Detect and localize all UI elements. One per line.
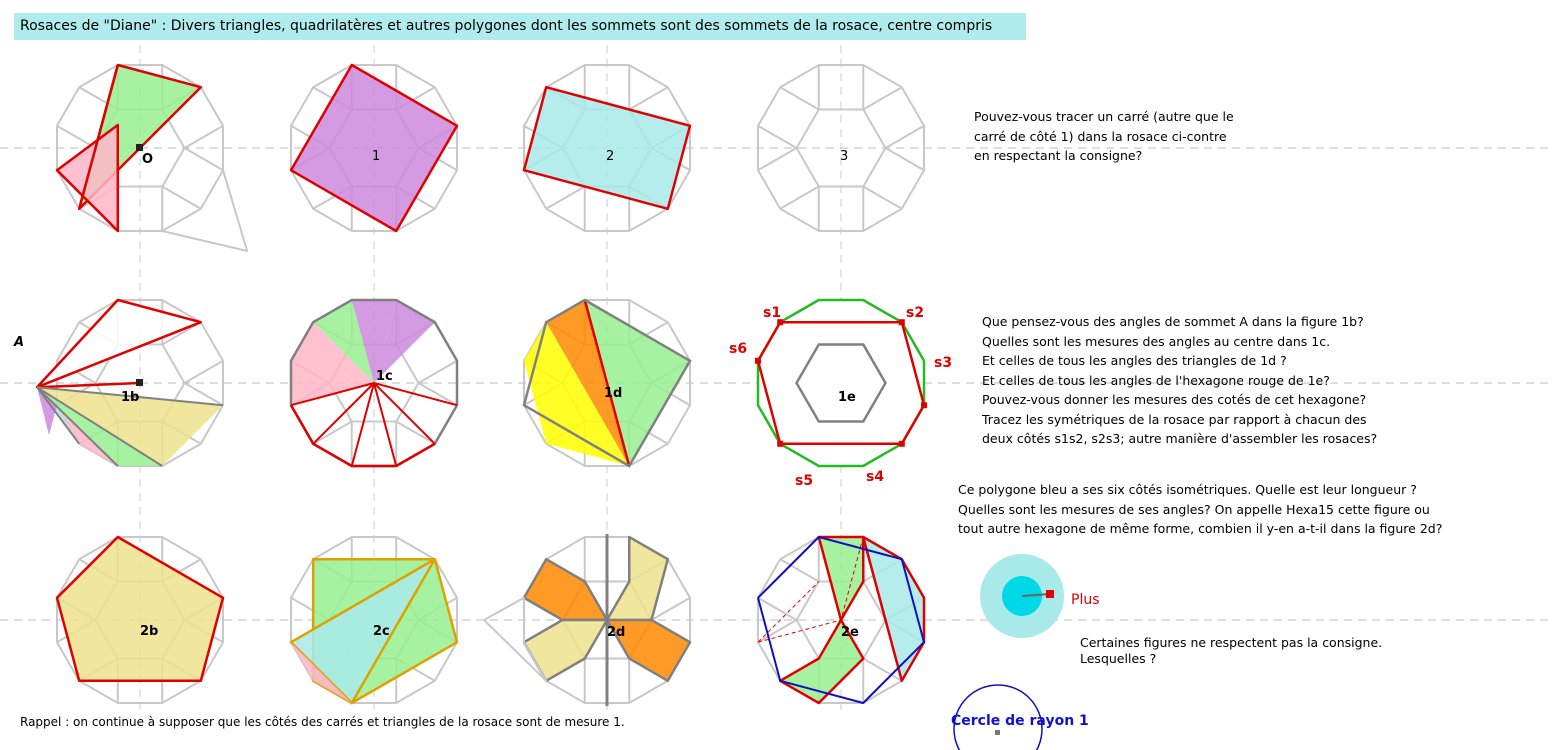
vertex-marker (899, 441, 905, 447)
question-line: Et celles de tous les angles de l'hexagone rouge de 1e? (982, 372, 1330, 388)
red-triangle-top (37, 300, 201, 387)
label-s3: s3 (934, 355, 953, 371)
question-line: Quelles sont les mesures des angles au centre dans 1c. (982, 333, 1331, 349)
text-carre-line: carré de côté 1) dans la rosace ci-contre (974, 128, 1227, 144)
rosace-edge (758, 620, 797, 642)
unit-circle-center (995, 730, 1000, 735)
center-point (136, 144, 143, 151)
red-outline (291, 405, 435, 466)
consigne-line: Lesquelles ? (1080, 651, 1157, 666)
label-1e: 1e (838, 390, 856, 405)
rappel-text: Rappel : on continue à supposer que les côtés des carrés et triangles de la rosace sont de mesure 1. (20, 715, 625, 729)
rosace-edge (185, 148, 224, 170)
rosace-edge (863, 87, 902, 109)
text-carre (974, 107, 1234, 166)
rosace-edge (780, 187, 819, 209)
label-s6: s6 (729, 341, 748, 357)
label-1: 1 (372, 149, 381, 164)
rosace-edge (629, 87, 668, 109)
label-1b: 1b (121, 390, 140, 405)
polygone-line: Quelles sont les mesures de ses angles? On appelle Hexa15 cette figure ou (958, 501, 1430, 517)
question-line: Tracez les symétriques de la rosace par rapport à chacun des (982, 411, 1367, 427)
label-s5: s5 (795, 473, 814, 489)
vertex-marker (777, 441, 783, 447)
rosace-edge (863, 187, 902, 209)
text-polygone (958, 480, 1442, 539)
rosace-edge (886, 126, 925, 148)
center-point (136, 379, 143, 386)
rosace-edge (758, 148, 797, 170)
figure-1e-group (755, 300, 927, 466)
figure-overlays (37, 65, 1064, 750)
label-2c: 2c (373, 624, 390, 639)
plus-handle-knob (1046, 590, 1054, 598)
vertex-marker (899, 319, 905, 325)
text-carre-line: Pouvez-vous tracer un carré (autre que le (974, 109, 1234, 124)
orange-quadrant (524, 559, 607, 620)
rosace-edge (780, 87, 819, 109)
label-o: O (142, 152, 154, 167)
text-carre-line: en respectant la consigne? (974, 148, 1143, 163)
rosace-edge (419, 361, 458, 383)
rosace-edge (185, 361, 224, 383)
page-title: Rosaces de "Diane" : Divers triangles, quadrilatères et autres polygones dont les sommets sont des sommets de la rosace, centre compris (14, 13, 1026, 40)
question-line: Et celles de tous les angles des triangles de 1d ? (982, 353, 1287, 368)
plus-label[interactable]: Plus (1071, 592, 1100, 608)
text-consigne (1080, 635, 1382, 667)
rosace-edge (886, 148, 925, 170)
label-2d: 2d (607, 625, 626, 640)
label-s4: s4 (866, 469, 885, 485)
vertex-marker (921, 402, 927, 408)
yellow-quadrant (607, 537, 668, 620)
extra-grey-line (162, 170, 247, 251)
label-s2: s2 (906, 305, 925, 321)
rosace-edge (162, 187, 201, 209)
question-line: Pouvez-vous donner les mesures des cotés de cet hexagone? (982, 392, 1367, 407)
text-questions (982, 312, 1377, 449)
cercle-label: Cercle de rayon 1 (951, 713, 1089, 729)
label-2b: 2b (140, 624, 159, 639)
polygone-line: tout autre hexagone de même forme, combien il y-en a-t-il dans la figure 2d? (958, 521, 1443, 536)
question-line: Que pensez-vous des angles de sommet A dans la figure 1b? (982, 314, 1364, 329)
vertex-marker (755, 358, 761, 364)
label-a: A (14, 335, 25, 350)
label-2: 2 (606, 149, 615, 164)
consigne-line: Certaines figures ne respectent pas la consigne. (1080, 635, 1383, 650)
label-s1: s1 (763, 305, 782, 321)
rosace-edge (185, 126, 224, 148)
rosace-edge (546, 187, 585, 209)
green-kite (819, 537, 864, 620)
label-1d: 1d (604, 386, 623, 401)
question-line: deux côtés s1s2, s2s3; autre manière d'assembler les rosaces? (982, 431, 1378, 446)
rosace-edge (419, 383, 458, 405)
rosace-edge (758, 126, 797, 148)
label-1c: 1c (376, 369, 393, 384)
label-2e: 2e (841, 625, 859, 640)
label-3: 3 (840, 149, 849, 164)
polygone-line: Ce polygone bleu a ses six côtés isométriques. Quelle est leur longueur ? (958, 482, 1417, 497)
cyan-rectangle (524, 87, 690, 209)
